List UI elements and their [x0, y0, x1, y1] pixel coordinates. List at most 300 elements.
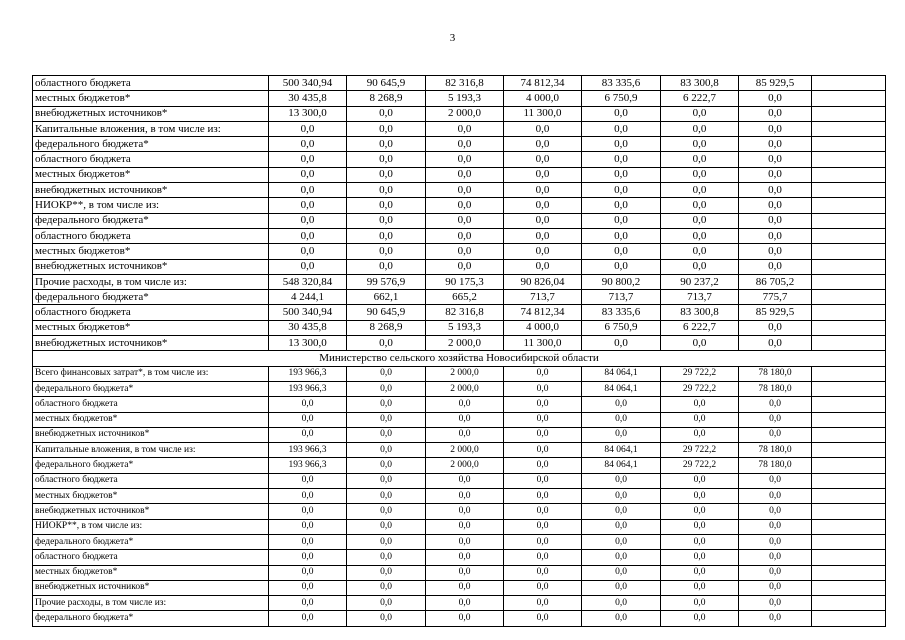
value-cell: 8 268,9	[347, 320, 426, 335]
value-cell: 0,0	[582, 473, 661, 488]
value-cell: 0,0	[347, 198, 426, 213]
row-label: внебюджетных источников*	[33, 580, 269, 595]
value-cell: 662,1	[347, 290, 426, 305]
table-row	[33, 244, 886, 259]
value-cell: 0,0	[426, 137, 504, 152]
value-cell: 0,0	[269, 580, 347, 595]
row-label: федерального бюджета*	[33, 381, 269, 396]
row-label: Прочие расходы, в том числе из:	[33, 274, 269, 289]
value-cell: 0,0	[269, 596, 347, 611]
row-label: областного бюджета	[33, 473, 269, 488]
value-cell: 0,0	[739, 565, 812, 580]
value-cell: 30 435,8	[269, 91, 347, 106]
value-cell	[812, 213, 886, 228]
value-cell: 0,0	[269, 167, 347, 182]
value-cell: 8 268,9	[347, 91, 426, 106]
value-cell: 0,0	[426, 397, 504, 412]
table-row	[33, 183, 886, 198]
value-cell	[812, 91, 886, 106]
value-cell: 0,0	[504, 366, 582, 381]
table-row	[33, 76, 886, 91]
value-cell	[812, 137, 886, 152]
value-cell: 0,0	[739, 167, 812, 182]
value-cell: 193 966,3	[269, 443, 347, 458]
value-cell: 0,0	[347, 228, 426, 243]
value-cell: 0,0	[661, 167, 739, 182]
value-cell: 0,0	[347, 152, 426, 167]
value-cell	[812, 443, 886, 458]
value-cell: 0,0	[504, 381, 582, 396]
value-cell	[812, 244, 886, 259]
value-cell: 0,0	[739, 121, 812, 136]
table-row	[33, 473, 886, 488]
value-cell: 5 193,3	[426, 320, 504, 335]
value-cell: 0,0	[426, 259, 504, 274]
value-cell: 90 645,9	[347, 305, 426, 320]
value-cell: 0,0	[504, 504, 582, 519]
value-cell	[812, 183, 886, 198]
value-cell	[812, 336, 886, 351]
value-cell: 0,0	[269, 228, 347, 243]
value-cell	[812, 106, 886, 121]
value-cell: 0,0	[269, 152, 347, 167]
value-cell: 83 300,8	[661, 305, 739, 320]
table-row	[33, 519, 886, 534]
table-row	[33, 443, 886, 458]
value-cell: 86 705,2	[739, 274, 812, 289]
value-cell	[812, 458, 886, 473]
value-cell: 0,0	[347, 397, 426, 412]
value-cell: 0,0	[582, 137, 661, 152]
value-cell: 713,7	[661, 290, 739, 305]
value-cell: 99 576,9	[347, 274, 426, 289]
value-cell: 2 000,0	[426, 458, 504, 473]
value-cell: 0,0	[739, 596, 812, 611]
value-cell: 0,0	[347, 336, 426, 351]
table-row	[33, 550, 886, 565]
value-cell: 13 300,0	[269, 106, 347, 121]
value-cell: 82 316,8	[426, 76, 504, 91]
value-cell: 0,0	[347, 427, 426, 442]
row-label: местных бюджетов*	[33, 167, 269, 182]
value-cell: 0,0	[347, 504, 426, 519]
value-cell: 0,0	[739, 244, 812, 259]
table-row	[33, 366, 886, 381]
row-label: местных бюджетов*	[33, 412, 269, 427]
row-label: внебюджетных источников*	[33, 183, 269, 198]
value-cell: 0,0	[269, 611, 347, 626]
table-row	[33, 580, 886, 595]
value-cell: 0,0	[661, 198, 739, 213]
value-cell: 500 340,94	[269, 305, 347, 320]
value-cell: 83 335,6	[582, 76, 661, 91]
value-cell: 78 180,0	[739, 458, 812, 473]
value-cell: 0,0	[269, 427, 347, 442]
row-label: федерального бюджета*	[33, 137, 269, 152]
value-cell: 0,0	[739, 198, 812, 213]
value-cell	[812, 305, 886, 320]
table-row	[33, 228, 886, 243]
value-cell: 0,0	[347, 121, 426, 136]
value-cell: 0,0	[504, 489, 582, 504]
value-cell: 0,0	[347, 244, 426, 259]
value-cell: 0,0	[582, 397, 661, 412]
section-header-row	[33, 351, 886, 366]
value-cell: 0,0	[347, 412, 426, 427]
row-label: местных бюджетов*	[33, 244, 269, 259]
table-row	[33, 381, 886, 396]
value-cell: 0,0	[504, 183, 582, 198]
value-cell: 0,0	[347, 458, 426, 473]
table-row	[33, 504, 886, 519]
value-cell: 0,0	[504, 213, 582, 228]
value-cell: 0,0	[426, 565, 504, 580]
value-cell: 775,7	[739, 290, 812, 305]
value-cell: 0,0	[739, 152, 812, 167]
value-cell: 0,0	[739, 504, 812, 519]
table-row	[33, 458, 886, 473]
value-cell: 0,0	[661, 137, 739, 152]
value-cell: 0,0	[504, 167, 582, 182]
table-row	[33, 534, 886, 549]
value-cell: 85 929,5	[739, 76, 812, 91]
value-cell: 84 064,1	[582, 366, 661, 381]
value-cell: 0,0	[661, 473, 739, 488]
value-cell: 0,0	[426, 412, 504, 427]
value-cell: 0,0	[582, 183, 661, 198]
row-label: федерального бюджета*	[33, 458, 269, 473]
value-cell: 90 175,3	[426, 274, 504, 289]
value-cell: 83 300,8	[661, 76, 739, 91]
value-cell: 74 812,34	[504, 305, 582, 320]
value-cell: 29 722,2	[661, 443, 739, 458]
value-cell: 29 722,2	[661, 366, 739, 381]
value-cell	[812, 198, 886, 213]
value-cell: 78 180,0	[739, 381, 812, 396]
table-row	[33, 91, 886, 106]
row-label: местных бюджетов*	[33, 320, 269, 335]
row-label: областного бюджета	[33, 76, 269, 91]
value-cell: 0,0	[661, 534, 739, 549]
value-cell: 0,0	[661, 121, 739, 136]
value-cell: 0,0	[739, 106, 812, 121]
value-cell: 0,0	[739, 213, 812, 228]
value-cell: 0,0	[739, 397, 812, 412]
value-cell: 0,0	[582, 167, 661, 182]
value-cell: 0,0	[504, 550, 582, 565]
value-cell: 665,2	[426, 290, 504, 305]
value-cell: 84 064,1	[582, 443, 661, 458]
value-cell: 0,0	[269, 259, 347, 274]
value-cell: 0,0	[582, 121, 661, 136]
value-cell	[812, 320, 886, 335]
value-cell: 0,0	[269, 213, 347, 228]
value-cell: 0,0	[347, 489, 426, 504]
value-cell: 82 316,8	[426, 305, 504, 320]
value-cell	[812, 381, 886, 396]
value-cell: 0,0	[426, 213, 504, 228]
value-cell: 0,0	[269, 534, 347, 549]
value-cell: 0,0	[504, 458, 582, 473]
row-label: внебюджетных источников*	[33, 427, 269, 442]
value-cell: 90 800,2	[582, 274, 661, 289]
value-cell: 0,0	[739, 550, 812, 565]
value-cell: 0,0	[504, 397, 582, 412]
table-row	[33, 489, 886, 504]
value-cell: 0,0	[739, 580, 812, 595]
value-cell: 13 300,0	[269, 336, 347, 351]
value-cell: 0,0	[661, 152, 739, 167]
value-cell: 0,0	[582, 412, 661, 427]
value-cell: 6 750,9	[582, 91, 661, 106]
value-cell: 0,0	[347, 381, 426, 396]
table-row	[33, 305, 886, 320]
value-cell: 0,0	[582, 534, 661, 549]
value-cell: 0,0	[347, 473, 426, 488]
value-cell: 0,0	[582, 489, 661, 504]
row-label: областного бюджета	[33, 397, 269, 412]
value-cell	[812, 228, 886, 243]
table-body	[33, 76, 886, 627]
value-cell: 0,0	[661, 213, 739, 228]
value-cell: 0,0	[661, 244, 739, 259]
value-cell: 2 000,0	[426, 443, 504, 458]
value-cell	[812, 489, 886, 504]
value-cell: 0,0	[426, 519, 504, 534]
value-cell: 0,0	[661, 106, 739, 121]
table-row	[33, 106, 886, 121]
page-number: 3	[449, 32, 456, 44]
value-cell: 0,0	[739, 259, 812, 274]
value-cell: 0,0	[504, 121, 582, 136]
value-cell: 0,0	[504, 580, 582, 595]
value-cell: 0,0	[426, 198, 504, 213]
value-cell: 0,0	[661, 259, 739, 274]
value-cell: 0,0	[661, 565, 739, 580]
row-label: НИОКР**, в том числе из:	[33, 519, 269, 534]
value-cell: 0,0	[504, 152, 582, 167]
value-cell: 0,0	[661, 336, 739, 351]
row-label: областного бюджета	[33, 550, 269, 565]
value-cell: 0,0	[582, 611, 661, 626]
value-cell: 85 929,5	[739, 305, 812, 320]
value-cell: 0,0	[661, 489, 739, 504]
value-cell: 0,0	[582, 106, 661, 121]
value-cell: 0,0	[739, 534, 812, 549]
value-cell: 0,0	[426, 580, 504, 595]
value-cell: 0,0	[661, 183, 739, 198]
table-row	[33, 611, 886, 626]
table-row	[33, 274, 886, 289]
row-label: Капитальные вложения, в том числе из:	[33, 443, 269, 458]
value-cell: 193 966,3	[269, 458, 347, 473]
value-cell: 0,0	[504, 259, 582, 274]
value-cell: 29 722,2	[661, 381, 739, 396]
value-cell	[812, 473, 886, 488]
value-cell: 0,0	[661, 519, 739, 534]
table-row	[33, 259, 886, 274]
value-cell	[812, 259, 886, 274]
value-cell	[812, 290, 886, 305]
value-cell: 0,0	[347, 519, 426, 534]
value-cell: 0,0	[426, 596, 504, 611]
value-cell: 0,0	[661, 504, 739, 519]
value-cell: 0,0	[504, 519, 582, 534]
value-cell: 0,0	[347, 259, 426, 274]
row-label: местных бюджетов*	[33, 489, 269, 504]
row-label: федерального бюджета*	[33, 611, 269, 626]
value-cell: 0,0	[426, 152, 504, 167]
row-label: федерального бюджета*	[33, 534, 269, 549]
value-cell: 0,0	[582, 213, 661, 228]
table-row	[33, 152, 886, 167]
value-cell: 6 222,7	[661, 320, 739, 335]
value-cell	[812, 397, 886, 412]
value-cell: 0,0	[426, 228, 504, 243]
value-cell: 0,0	[582, 228, 661, 243]
table-row	[33, 137, 886, 152]
value-cell: 2 000,0	[426, 106, 504, 121]
value-cell: 0,0	[426, 550, 504, 565]
value-cell: 2 000,0	[426, 336, 504, 351]
value-cell	[812, 427, 886, 442]
table-row	[33, 427, 886, 442]
value-cell: 0,0	[269, 137, 347, 152]
value-cell: 30 435,8	[269, 320, 347, 335]
table-row	[33, 198, 886, 213]
value-cell: 84 064,1	[582, 381, 661, 396]
value-cell: 0,0	[426, 611, 504, 626]
value-cell: 193 966,3	[269, 366, 347, 381]
value-cell	[812, 412, 886, 427]
table-row	[33, 596, 886, 611]
value-cell: 5 193,3	[426, 91, 504, 106]
table-row	[33, 290, 886, 305]
value-cell: 0,0	[269, 473, 347, 488]
row-label: областного бюджета	[33, 305, 269, 320]
value-cell: 0,0	[582, 259, 661, 274]
value-cell: 0,0	[504, 565, 582, 580]
table-row	[33, 412, 886, 427]
value-cell: 0,0	[739, 519, 812, 534]
value-cell: 78 180,0	[739, 443, 812, 458]
value-cell: 0,0	[504, 473, 582, 488]
value-cell: 0,0	[426, 489, 504, 504]
row-label: местных бюджетов*	[33, 565, 269, 580]
value-cell: 0,0	[426, 427, 504, 442]
value-cell: 0,0	[269, 397, 347, 412]
value-cell: 0,0	[269, 183, 347, 198]
value-cell	[812, 504, 886, 519]
table-row	[33, 320, 886, 335]
value-cell: 0,0	[582, 519, 661, 534]
value-cell: 2 000,0	[426, 381, 504, 396]
table-row	[33, 167, 886, 182]
row-label: местных бюджетов*	[33, 91, 269, 106]
value-cell: 0,0	[269, 489, 347, 504]
value-cell: 4 000,0	[504, 320, 582, 335]
value-cell: 0,0	[269, 550, 347, 565]
value-cell: 0,0	[347, 565, 426, 580]
value-cell: 0,0	[347, 183, 426, 198]
value-cell	[812, 519, 886, 534]
value-cell: 0,0	[347, 106, 426, 121]
value-cell: 0,0	[504, 596, 582, 611]
value-cell	[812, 611, 886, 626]
table-row	[33, 121, 886, 136]
value-cell: 0,0	[347, 550, 426, 565]
value-cell: 0,0	[504, 228, 582, 243]
table-row	[33, 336, 886, 351]
value-cell: 0,0	[661, 611, 739, 626]
value-cell: 0,0	[347, 580, 426, 595]
value-cell: 713,7	[582, 290, 661, 305]
value-cell: 0,0	[269, 198, 347, 213]
value-cell: 0,0	[269, 121, 347, 136]
value-cell: 6 750,9	[582, 320, 661, 335]
value-cell: 0,0	[739, 489, 812, 504]
value-cell: 0,0	[269, 519, 347, 534]
value-cell: 0,0	[582, 336, 661, 351]
value-cell: 0,0	[347, 137, 426, 152]
value-cell	[812, 76, 886, 91]
value-cell: 4 000,0	[504, 91, 582, 106]
value-cell	[812, 366, 886, 381]
value-cell: 0,0	[739, 412, 812, 427]
value-cell: 0,0	[426, 473, 504, 488]
value-cell: 0,0	[661, 596, 739, 611]
value-cell: 500 340,94	[269, 76, 347, 91]
value-cell: 0,0	[347, 443, 426, 458]
row-label: Прочие расходы, в том числе из:	[33, 596, 269, 611]
value-cell: 0,0	[504, 244, 582, 259]
row-label: федерального бюджета*	[33, 213, 269, 228]
value-cell: 0,0	[504, 534, 582, 549]
value-cell	[812, 274, 886, 289]
value-cell: 0,0	[661, 427, 739, 442]
value-cell: 0,0	[269, 565, 347, 580]
value-cell: 74 812,34	[504, 76, 582, 91]
value-cell: 0,0	[739, 611, 812, 626]
value-cell: 0,0	[426, 121, 504, 136]
value-cell: 0,0	[582, 198, 661, 213]
value-cell: 0,0	[347, 167, 426, 182]
row-label: внебюджетных источников*	[33, 504, 269, 519]
value-cell: 90 237,2	[661, 274, 739, 289]
row-label: внебюджетных источников*	[33, 106, 269, 121]
value-cell: 0,0	[739, 91, 812, 106]
value-cell: 0,0	[347, 213, 426, 228]
value-cell: 0,0	[739, 228, 812, 243]
value-cell: 0,0	[739, 137, 812, 152]
row-label: областного бюджета	[33, 228, 269, 243]
value-cell	[812, 167, 886, 182]
row-label: Капитальные вложения, в том числе из:	[33, 121, 269, 136]
value-cell: 0,0	[504, 611, 582, 626]
value-cell	[812, 534, 886, 549]
value-cell: 0,0	[426, 244, 504, 259]
value-cell: 90 645,9	[347, 76, 426, 91]
value-cell: 0,0	[739, 320, 812, 335]
value-cell: 0,0	[661, 580, 739, 595]
table-row	[33, 565, 886, 580]
value-cell: 0,0	[582, 580, 661, 595]
value-cell: 0,0	[739, 427, 812, 442]
value-cell: 0,0	[582, 565, 661, 580]
value-cell: 193 966,3	[269, 381, 347, 396]
value-cell: 0,0	[269, 504, 347, 519]
value-cell: 0,0	[661, 397, 739, 412]
